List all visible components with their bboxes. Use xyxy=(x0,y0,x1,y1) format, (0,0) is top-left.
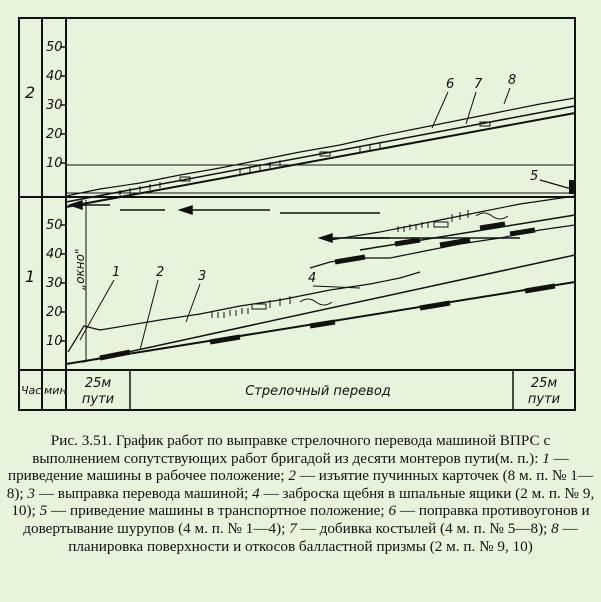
caption-item-7-num: 7 xyxy=(289,519,297,537)
caption-item-2-num: 2 xyxy=(288,467,296,485)
caption-item-2-text: — изъятие пучинных карточек (8 м. п. № 1—8); xyxy=(6,467,594,502)
caption-item-3-num: 3 xyxy=(27,484,36,502)
lower-tick-20: 20 xyxy=(46,305,63,320)
figure-caption xyxy=(6,432,595,555)
curve-label-5: 5 xyxy=(530,169,539,184)
line-crew-second xyxy=(360,215,575,250)
caption-item-7-text: — добивка костылей (4 м. п. № 5—8); xyxy=(296,519,552,537)
lower-tick-40: 40 xyxy=(46,247,63,262)
caption-item-6-text: — поправка противоугонов и довертывание шурупов (4 м. п. № 1—4); xyxy=(23,502,590,537)
caption-item-4-num: 4 xyxy=(252,484,260,502)
lower-tick-30: 30 xyxy=(46,276,63,291)
caption-item-8-text: — планировка поверхности и откосов балластной призмы (2 м. п. № 9, 10) xyxy=(68,519,578,555)
band-label-hour-1: 1 xyxy=(25,267,36,286)
caption-item-5-num: 5 xyxy=(39,502,48,520)
caption-item-5-text: — приведение машины в транспортное положение; xyxy=(47,502,389,520)
upper-tick-50: 50 xyxy=(46,40,63,55)
band-label-hour-2: 2 xyxy=(25,83,36,102)
curve-label-7: 7 xyxy=(474,77,483,92)
line-1-positioning xyxy=(68,272,420,352)
curve-label-2: 2 xyxy=(156,265,165,280)
curve-label-1: 1 xyxy=(112,265,121,280)
axis-unit-minute: мин xyxy=(44,384,67,397)
curve-label-8: 8 xyxy=(508,73,517,88)
bottom-right-label-line1: 25м xyxy=(530,376,558,391)
upper-tick-40: 40 xyxy=(46,69,63,84)
axis-unit-hour: Час xyxy=(21,384,42,397)
line-8-ballast-planing xyxy=(66,98,575,196)
bottom-center-label: Стрелочный перевод xyxy=(245,384,391,399)
okno-label: „окно" xyxy=(73,248,87,290)
caption-item-4-text: — заброска щебня в шпальные ящики (2 м. п. № 9, 10); xyxy=(11,484,595,520)
curve-label-3: 3 xyxy=(198,269,207,284)
caption-item-1-text: — приведение машины в рабочее положение; xyxy=(7,449,569,485)
upper-tick-20: 20 xyxy=(46,127,63,142)
lower-tick-50: 50 xyxy=(46,218,63,233)
caption-item-1-num: 1 xyxy=(542,449,550,467)
upper-tick-30: 30 xyxy=(46,98,63,113)
curve-5-marker xyxy=(569,180,575,194)
diagram-frame xyxy=(19,18,575,410)
caption-intro: Рис. 3.51. График работ по выправке стрелочного перевода машиной ВПРС с выполнением сопутствующих работ бригадой из десяти монтеров пути(м. п.): xyxy=(32,432,551,467)
lower-tick-10: 10 xyxy=(46,334,63,349)
bottom-right-label-line2: пути xyxy=(527,392,561,407)
bottom-left-label-line1: 25м xyxy=(84,376,112,391)
upper-tick-10: 10 xyxy=(46,156,63,171)
caption-item-3-text: — выправка перевода машиной; xyxy=(35,484,253,502)
caption-item-8-num: 8 xyxy=(551,519,559,537)
caption-item-6-num: 6 xyxy=(388,502,397,520)
curve-label-6: 6 xyxy=(446,77,455,92)
curve-label-4: 4 xyxy=(308,271,317,286)
bottom-left-label-line2: пути xyxy=(81,392,115,407)
